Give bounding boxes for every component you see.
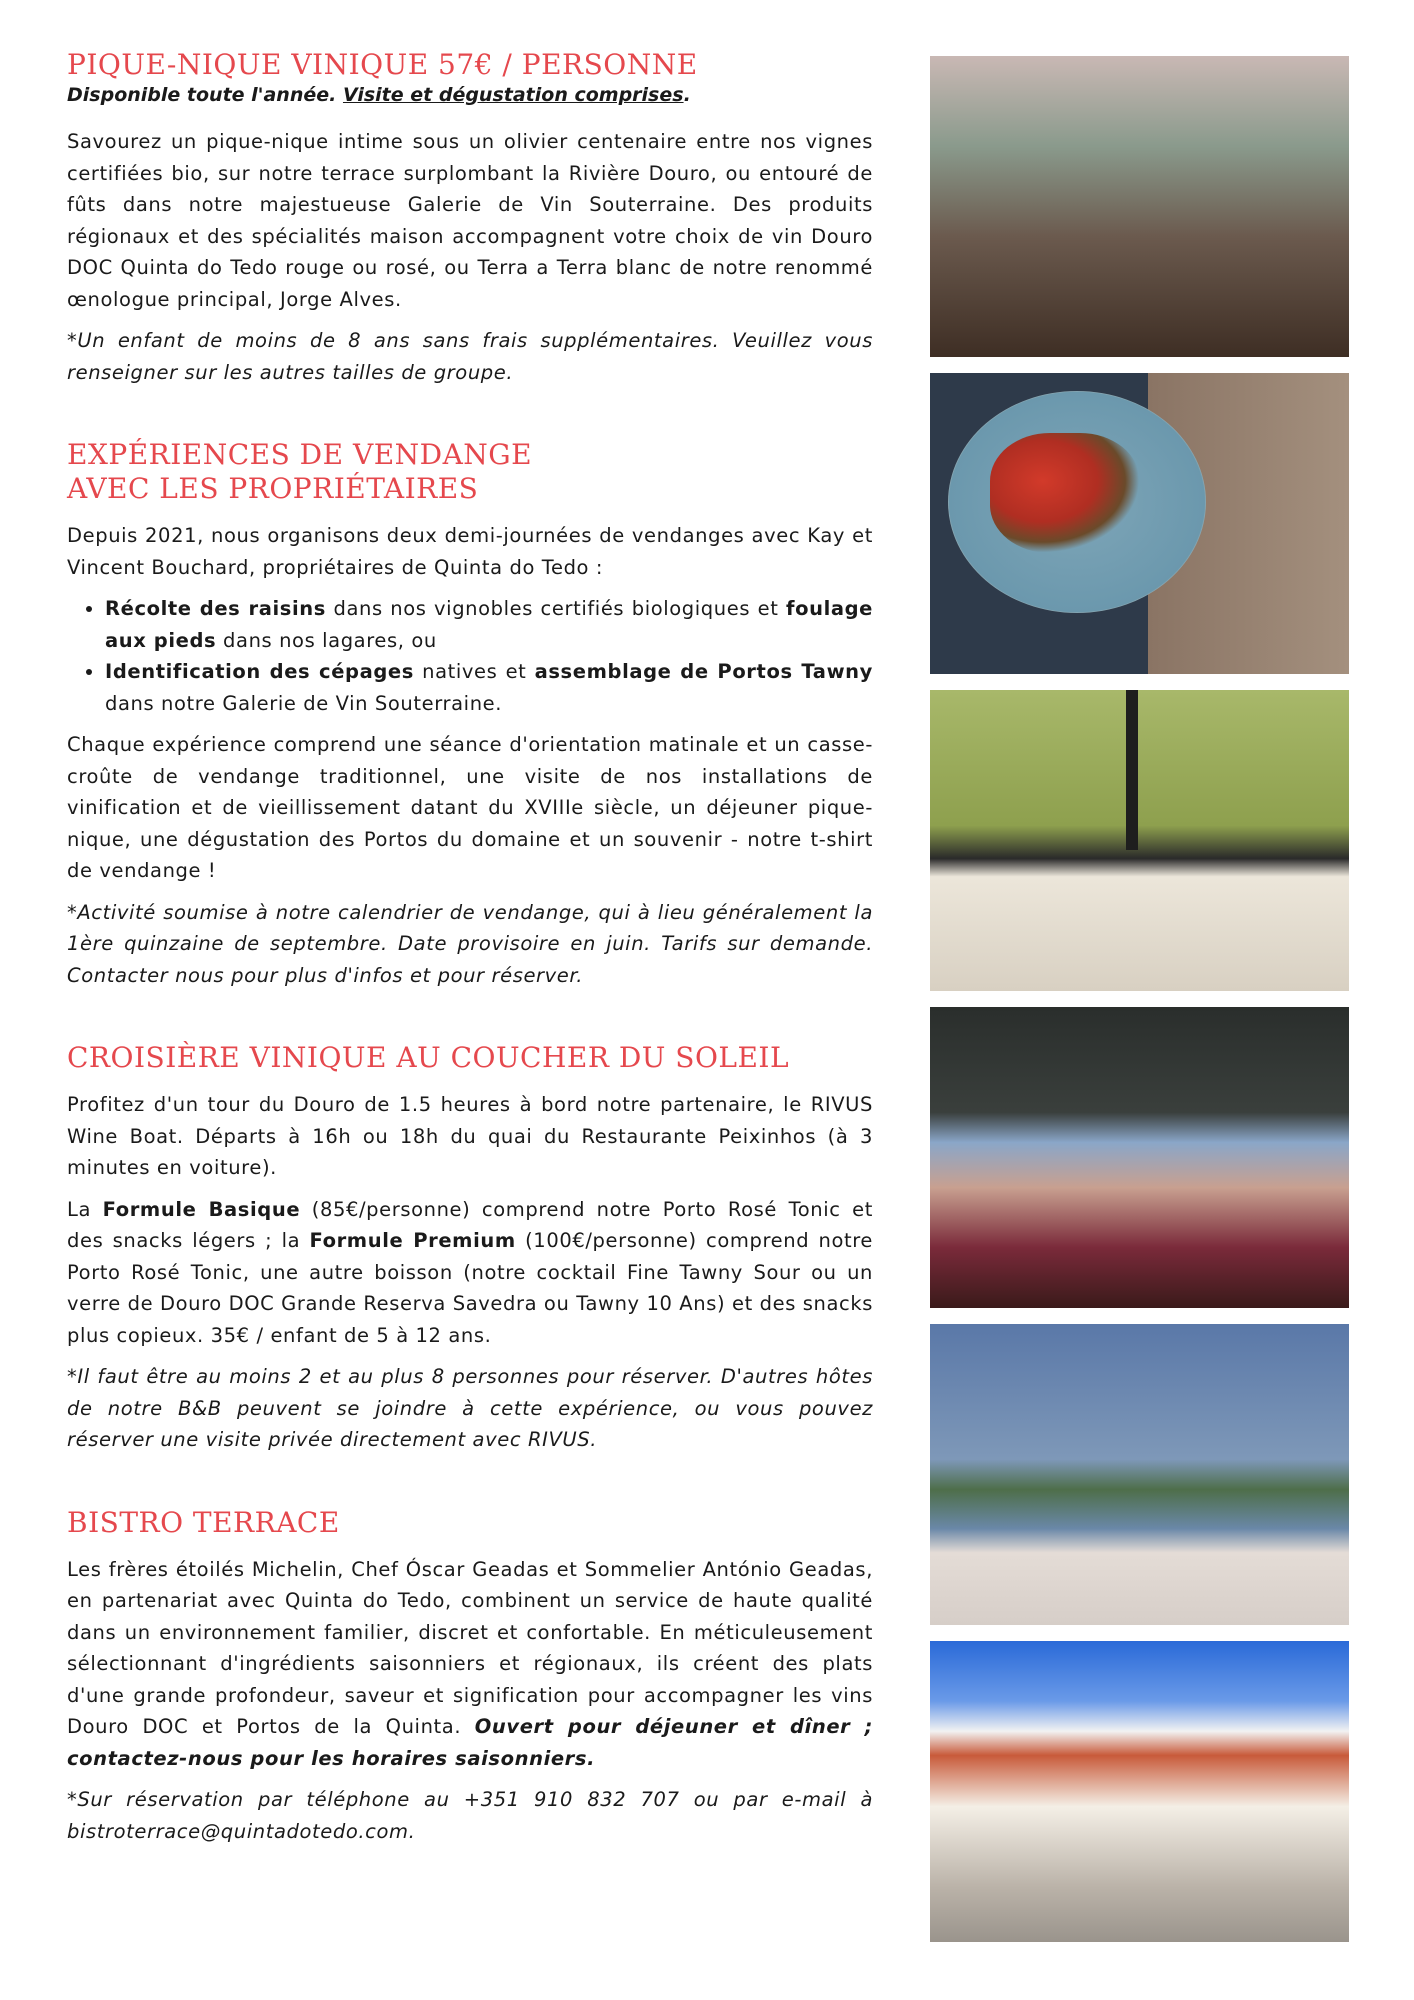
bistro-note: *Sur réservation par téléphone au +351 910 832 707 ou par e-mail à bistroterrace@quintadotedo.com.: [67, 1788, 873, 1843]
photo-prawn-dish: [930, 373, 1349, 674]
bistro-body: [67, 1554, 873, 1775]
cruise-formulas: [67, 1194, 873, 1352]
picnic-title: PIQUE-NIQUE VINIQUE 57€ / PERSONNE: [67, 48, 698, 81]
harvest-title-line2: AVEC LES PROPRIÉTAIRES: [67, 472, 479, 505]
spacer: [67, 1001, 873, 1041]
bullet-bold: Récolte des raisins: [105, 597, 326, 620]
spacer: [67, 1466, 873, 1506]
harvest-intro: Depuis 2021, nous organisons deux demi-journées de vendanges avec Kay et Vincent Bouchard, propriétaires de Quinta do Tedo :: [67, 524, 873, 579]
text-column: [67, 48, 873, 1857]
formula-basic-label: Formule Basique: [102, 1197, 301, 1221]
bullet-bold: foulage aux pieds: [105, 597, 874, 652]
harvest-note: *Activité soumise à notre calendrier de vendange, qui à lieu généralement la 1ère quinzaine de septembre. Date provisoire en juin. Tarifs sur demande. Contacter nous pour plus d'infos et pour réserver.: [67, 900, 873, 987]
bullet-text: dans notre Galerie de Vin Souterraine.: [105, 691, 503, 715]
photo-toast: [930, 56, 1349, 357]
text: Les frères étoilés Michelin, Chef Óscar Geadas et Sommelier António Geadas, en partenariat avec Quinta do Tedo, combinent un service de haute qualité dans un environnement familier, discret et confortable. En méticuleusement sélectionnant d'ingrédients saisonniers et régionaux, ils créent des plats d'une grande profondeur, saveur et signification pour accompagner les vins Douro DOC et Portos de la Quinta.: [67, 1557, 873, 1738]
spacer: [67, 398, 873, 438]
opening-hours-note: Ouvert pour déjeuner et dîner ; contactez-nous pour les horaires saisonniers.: [67, 1715, 873, 1770]
text: La: [67, 1197, 103, 1221]
spacer: [67, 1540, 873, 1554]
harvest-title: [67, 438, 873, 506]
photo-restaurant-view: [930, 690, 1349, 991]
text: (85€/personne) comprend notre Porto Rosé Tonic et des snacks légers ; la: [67, 1197, 873, 1252]
bullet-bold: Identification des cépages: [105, 660, 414, 683]
cruise-intro: Profitez d'un tour du Douro de 1.5 heures à bord notre partenaire, le RIVUS Wine Boat. Départs à 16h ou 18h du quai du Restaurante Peixinhos (à 3 minutes en voiture).: [67, 1093, 873, 1179]
formula-premium-label: Formule Premium: [309, 1229, 516, 1252]
photo-grape-treading: [930, 1007, 1349, 1308]
photo-column: [930, 56, 1349, 1958]
harvest-title-line1: EXPÉRIENCES DE VENDANGE: [67, 438, 533, 471]
photo-courtyard: [930, 1641, 1349, 1942]
picnic-included: Visite et dégustation comprises: [342, 84, 684, 106]
cruise-note: *Il faut être au moins 2 et au plus 8 personnes pour réserver. D'autres hôtes de notre B&B peuvent se joindre à cette expérience, ou vous pouvez réserver une visite privée directement avec RIVUS.: [67, 1365, 873, 1451]
punctuation: .: [683, 84, 691, 106]
bullet-bold: assemblage de Portos Tawny: [534, 660, 873, 683]
photo-boat-cruise: [930, 1324, 1349, 1625]
picnic-availability: Disponible toute l'année.: [67, 84, 343, 106]
list-item: [105, 593, 873, 656]
harvest-list: [67, 593, 873, 719]
bullet-text: natives et: [413, 660, 535, 683]
picnic-body: Savourez un pique-nique intime sous un olivier centenaire entre nos vignes certifiées bio, sur notre terrace surplombant la Rivière Douro, ou entouré de fûts dans notre majestueuse Galerie de Vin Souterraine. Des produits régionaux et des spécialités maison accompagnent votre choix de vin Douro DOC Quinta do Tedo rouge ou rosé, ou Terra a Terra blanc de notre renommé œnologue principal, Jorge Alves.: [67, 130, 873, 311]
window-frame: [1126, 690, 1138, 850]
picnic-subtitle: [67, 82, 873, 108]
bullet-text: dans nos vignobles certifiés biologiques et: [325, 597, 787, 620]
spacer: [67, 506, 873, 520]
cruise-title: CROISIÈRE VINIQUE AU COUCHER DU SOLEIL: [67, 1041, 790, 1074]
harvest-body: Chaque expérience comprend une séance d'orientation matinale et un casse-croûte de vendange traditionnel, une visite de nos installations de vinification et de vieillissement datant du XVIIIe siècle, un déjeuner pique-nique, une dégustation des Portos du domaine et un souvenir - notre t-shirt de vendange !: [67, 733, 873, 882]
text: (100€/personne) comprend notre Porto Rosé Tonic, une autre boisson (notre cocktail Fine Tawny Sour ou un verre de Douro DOC Grande Reserva Savedra ou Tawny 10 Ans) et des snacks plus copieux. 35€ / enfant de 5 à 12 ans.: [67, 1229, 874, 1347]
bistro-title: BISTRO TERRACE: [67, 1505, 340, 1539]
picnic-note: *Un enfant de moins de 8 ans sans frais supplémentaires. Veuillez vous renseigner sur les autres tailles de groupe.: [67, 329, 873, 384]
bullet-text: dans nos lagares, ou: [216, 628, 437, 652]
spacer: [67, 1075, 873, 1089]
list-item: [105, 656, 873, 719]
food: [990, 433, 1140, 553]
